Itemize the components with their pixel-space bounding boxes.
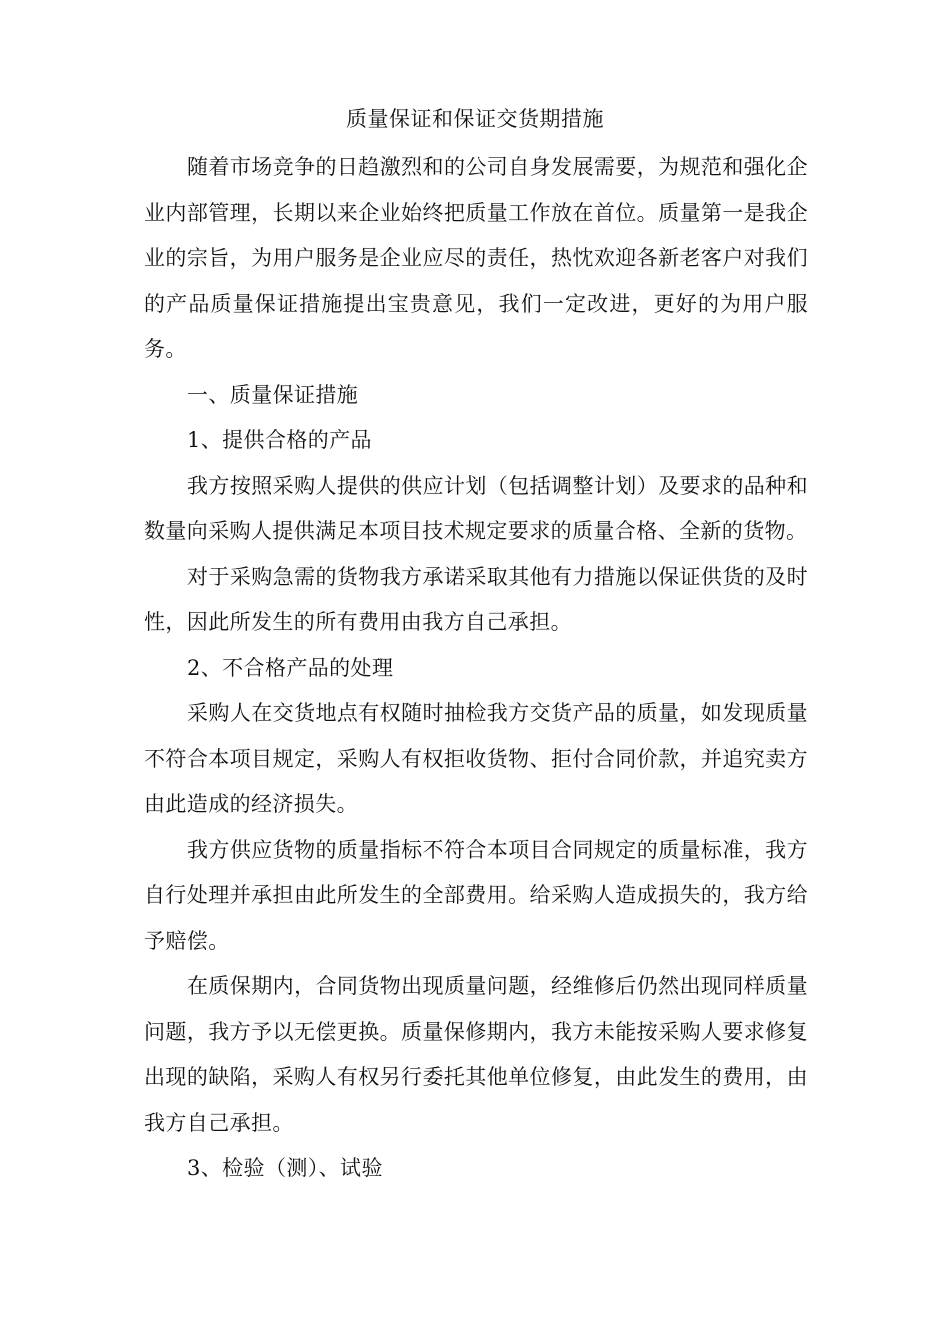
subheading-qualified-products: 1、提供合格的产品 xyxy=(187,428,372,452)
paragraph-warranty-period: 在质保期内，合同货物出现质量问题，经维修后仍然出现同样质量问题，我方予以无偿更换。质量保修期内，我方未能按采购人要求修复出现的缺陷，采购人有权另行委托其他单位修复，由此发生的费用，由我方自己承担。 xyxy=(144,974,808,1135)
section-heading-quality-assurance: 一、质量保证措施 xyxy=(187,382,359,407)
subheading-inspection-testing: 3、检验（测）、试验 xyxy=(187,1156,383,1180)
document-title: 质量保证和保证交货期措施 xyxy=(346,107,604,131)
subheading-nonconforming-products: 2、不合格产品的处理 xyxy=(187,655,394,680)
paragraph-inspection-rights: 采购人在交货地点有权随时抽检我方交货产品的质量，如发现质量不符合本项目规定，采购人有权拒收货物、拒付合同价款，并追究卖方由此造成的经济损失。 xyxy=(144,701,808,816)
paragraph-urgent-goods: 对于采购急需的货物我方承诺采取其他有力措施以保证供货的及时性，因此所发生的所有费用由我方自己承担。 xyxy=(144,564,808,634)
paragraph-supply-plan: 我方按照采购人提供的供应计划（包括调整计划）及要求的品种和数量向采购人提供满足本项目技术规定要求的质量合格、全新的货物。 xyxy=(144,473,808,543)
paragraph-quality-standard: 我方供应货物的质量指标不符合本项目合同规定的质量标准，我方自行处理并承担由此所发生的全部费用。给采购人造成损失的，我方给予赔偿。 xyxy=(144,837,808,953)
document-body xyxy=(144,145,808,1192)
intro-paragraph: 随着市场竞争的日趋激烈和的公司自身发展需要，为规范和强化企业内部管理，长期以来企业始终把质量工作放在首位。质量第一是我企业的宗旨，为用户服务是企业应尽的责任，热忱欢迎各新老客户对我们的产品质量保证措施提出宝贵意见，我们一定改进，更好的为用户服务。 xyxy=(144,155,808,361)
